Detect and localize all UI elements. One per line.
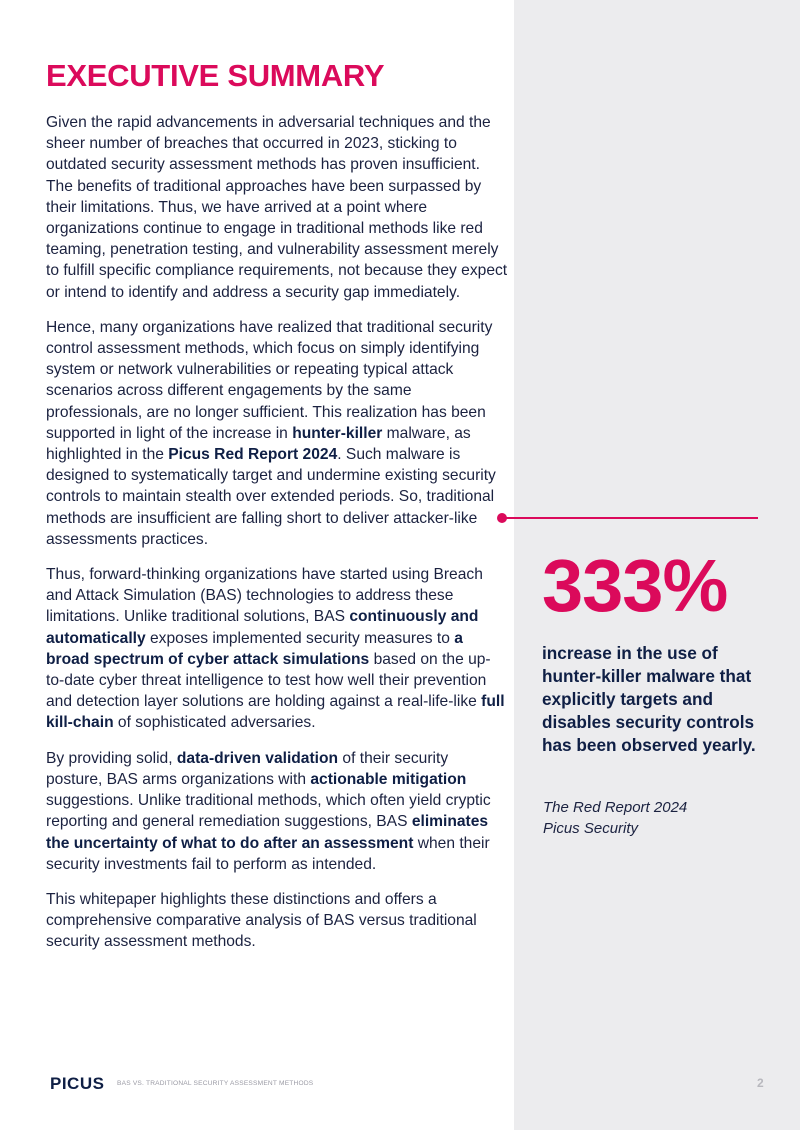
text-run: . Such malware is designed to systematically target and undermine existing security controls to maintain stealth over extended periods. So, traditional methods are insufficient are falling short to deliver attacker-like assessments practices. <box>46 446 496 548</box>
text-run: By providing solid, <box>46 749 177 767</box>
text-run: when their security investments fail to perform as intended. <box>46 834 490 873</box>
paragraph <box>46 889 508 953</box>
source-org: Picus Security <box>543 820 639 837</box>
text-run: Thus, forward-thinking organizations have started using Breach and Attack Simulation (BAS) technologies to address these limitations. Unlike traditional solutions, BAS <box>46 566 483 626</box>
source-title: The Red Report 2024 <box>543 799 688 816</box>
text-run: This whitepaper highlights these distinctions and offers a comprehensive comparative analysis of BAS versus traditional security assessment methods. <box>46 890 477 951</box>
paragraph <box>46 112 508 303</box>
bold-text: a broad spectrum of cyber attack simulations <box>46 629 463 668</box>
paragraph <box>46 748 508 875</box>
text-run: exposes implemented security measures to <box>145 629 455 647</box>
picus-logo: PICUS <box>50 1074 105 1093</box>
bold-text: Picus Red Report 2024 <box>168 446 338 464</box>
pull-quote-dot <box>497 513 507 523</box>
text-run: malware, as highlighted in the <box>46 424 471 464</box>
stat-value: 333% <box>542 544 728 627</box>
paragraph <box>46 317 508 550</box>
bold-text: data-driven validation <box>176 749 339 767</box>
stat-source <box>543 797 773 839</box>
bold-text: full kill-chain <box>46 693 505 732</box>
footer-title: BAS VS. TRADITIONAL SECURITY ASSESSMENT METHODS <box>117 1080 314 1087</box>
paragraph <box>46 564 508 734</box>
stat-description: increase in the use of hunter-killer malware that explicitly targets and disables security controls has been observed yearly. <box>542 643 756 755</box>
bold-text: actionable mitigation <box>310 770 467 788</box>
page-title: EXECUTIVE SUMMARY <box>46 58 385 93</box>
text-run: of their security posture, BAS arms organizations with <box>46 749 449 788</box>
text-run: suggestions. Unlike traditional methods, which often yield cryptic reporting and general remediation suggestions, BAS <box>46 792 491 831</box>
text-run: based on the up-to-date cyber threat intelligence to test how well their prevention and detection layer solutions are holding against a real-life-like <box>46 650 491 711</box>
text-run: of sophisticated adversaries. <box>113 714 316 732</box>
page-number: 2 <box>757 1076 764 1090</box>
text-run: Given the rapid advancements in adversarial techniques and the sheer number of breaches that occurred in 2023, sticking to outdated security assessment methods has proven insufficient. The benefits of traditional approaches have been surpassed by their limitations. Thus, we have arrived at a point where organizations continue to engage in traditional methods like red teaming, penetration testing, and vulnerability assessment merely to fulfill specific compliance requirements, not because they expect or intend to identify and address a security gap immediately. <box>46 114 508 301</box>
text-run: Hence, many organizations have realized that traditional security control assessment methods, which focus on simply identifying system or network vulnerabilities or repeating typical attack scenarios across different engagements by the same professionals, are no longer sufficient. This realization has been supported in light of the increase in <box>46 318 493 442</box>
bold-text: hunter-killer <box>292 424 383 442</box>
bold-text: eliminates the uncertainty of what to do after an assessment <box>46 813 489 852</box>
bold-text: continuously and automatically <box>46 608 479 647</box>
pull-quote-rule <box>502 517 758 519</box>
body-text <box>46 112 508 967</box>
